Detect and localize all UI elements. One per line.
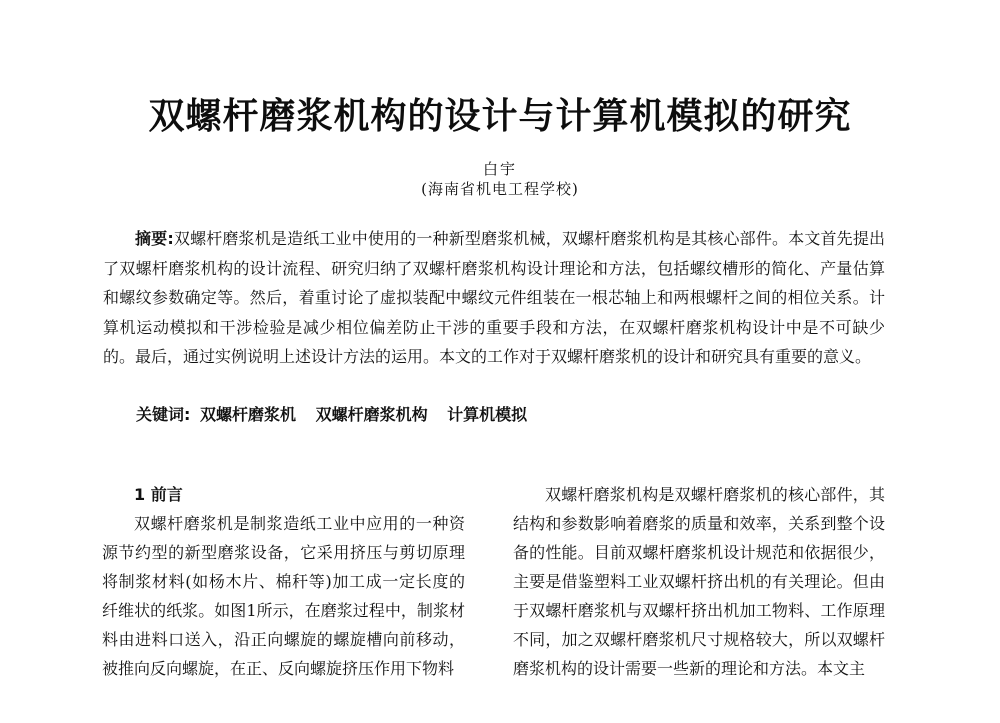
keywords-label: 关键词: (136, 405, 191, 424)
paper-title: 双螺杆磨浆机构的设计与计算机模拟的研究 (148, 96, 852, 137)
abstract (103, 224, 885, 372)
abstract-label: 摘要: (135, 229, 174, 248)
author-name: 白宇 (482, 160, 517, 178)
body-paragraph: 双螺杆磨浆机是制浆造纸工业中应用的一种资源节约型的新型磨浆设备，它采用挤压与剪切原理将制浆材料(如杨木片、棉秆等)加工成一定长度的纤维状的纸浆。如图1所示，在磨浆过程中，制浆材料由进料口送入，沿正向螺旋的螺旋槽向前移动，被推向反向螺旋，在正、反向螺旋挤压作用下物料 (102, 514, 465, 678)
keyword-item: 双螺杆磨浆机构 (315, 405, 428, 424)
left-column (102, 480, 465, 683)
section-heading: 1 前言 (134, 485, 183, 504)
right-column (513, 480, 885, 683)
keywords (136, 402, 896, 425)
author-affiliation: (海南省机电工程学校) (421, 180, 579, 198)
keyword-item: 计算机模拟 (447, 405, 528, 424)
abstract-text: 双螺杆磨浆机是造纸工业中使用的一种新型磨浆机械，双螺杆磨浆机构是其核心部件。本文首先提出了双螺杆磨浆机构的设计流程、研究归纳了双螺杆磨浆机构设计理论和方法，包括螺纹槽形的简化、产量估算和螺纹参数确定等。然后，着重讨论了虚拟装配中螺纹元件组装在一根芯轴上和两根螺杆之间的相位关系。计算机运动模拟和干涉检验是减少相位偏差防止干涉的重要手段和方法，在双螺杆磨浆机构设计中是不可缺少的。最后，通过实例说明上述设计方法的运用。本文的工作对于双螺杆磨浆机的设计和研究具有重要的意义。 (103, 229, 885, 366)
keyword-item: 双螺杆磨浆机 (199, 405, 296, 424)
body-paragraph: 双螺杆磨浆机构是双螺杆磨浆机的核心部件，其结构和参数影响着磨浆的质量和效率，关系到整个设备的性能。目前双螺杆磨浆机设计规范和依据很少，主要是借鉴塑料工业双螺杆挤出机的有关理论。但由于双螺杆磨浆机与双螺杆挤出机加工物料、工作原理不同，加之双螺杆磨浆机尺寸规格较大，所以双螺杆磨浆机构的设计需要一些新的理论和方法。本文主 (513, 485, 885, 678)
